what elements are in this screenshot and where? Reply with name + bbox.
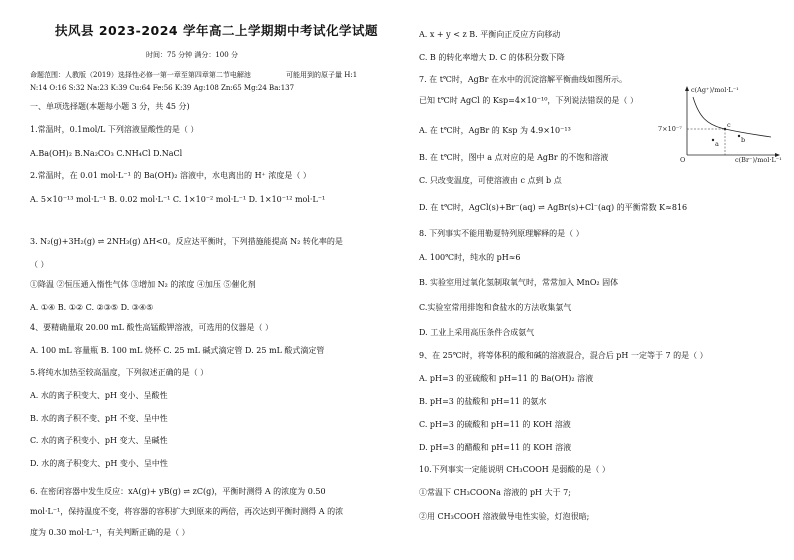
question-line: 2.常温时，在 0.01 mol·L⁻¹ 的 Ba(OH)₂ 溶液中，水电离出的 H⁺ 浓度是（ ） bbox=[30, 171, 311, 180]
equilibrium-curve bbox=[693, 97, 771, 137]
question-line: C. 水的离子积变小、pH 变大、呈碱性 bbox=[30, 436, 168, 445]
point-label: a bbox=[715, 140, 719, 148]
point-b bbox=[738, 135, 740, 137]
question-line: 9、在 25℃时，将等体积的酸和碱的溶液混合，混合后 pH 一定等于 7 的是（ ） bbox=[419, 351, 708, 360]
origin-label: O bbox=[680, 156, 686, 164]
question-line: C.实验室常用排饱和食盐水的方法收集氯气 bbox=[419, 303, 572, 312]
question-line: 5.将纯水加热至较高温度，下列叙述正确的是（ ） bbox=[30, 368, 209, 377]
solubility-curve-graph bbox=[658, 83, 789, 164]
atomic-masses: N:14 O:16 S:32 Na:23 K:39 Cu:64 Fe:56 K:39 Ag:108 Zn:65 Mg:24 Ba:137 bbox=[30, 84, 295, 92]
point-label: c bbox=[727, 121, 731, 129]
question-line: A. pH=3 的亚硫酸和 pH=11 的 Ba(OH)₂ 溶液 bbox=[419, 374, 594, 383]
section-heading: 一、单项选择题(本题每小题 3 分，共 45 分) bbox=[30, 102, 190, 111]
point-label: b bbox=[741, 136, 746, 144]
question-line: 10.下列事实一定能说明 CH₃COOH 是弱酸的是（ ） bbox=[419, 465, 610, 474]
question-line: D. 工业上采用高压条件合成氨气 bbox=[419, 328, 535, 337]
question-line: B. 水的离子积不变、pH 不变、呈中性 bbox=[30, 414, 168, 423]
question-line: 8. 下列事实不能用勒夏特列原理解释的是（ ） bbox=[419, 229, 584, 238]
question-line: 3. N₂(g)+3H₂(g) ⇌ 2NH₃(g) ΔH<0。反应达平衡时，下列措施能提高 N₂ 转化率的是 bbox=[30, 237, 343, 246]
page-title: 扶风县 2023-2024 学年高二上学期期中考试化学试题 bbox=[55, 23, 378, 38]
question-line: A. ①④ B. ①② C. ②③⑤ D. ③④⑤ bbox=[30, 303, 154, 312]
atomic-label: 可能用到的原子量 H:1 bbox=[286, 71, 358, 79]
question-line: A. x + y < z B. 平衡向正反应方向移动 bbox=[419, 30, 561, 39]
question-line: D. 在 t℃时，AgCl(s)+Br⁻(aq) ⇌ AgBr(s)+Cl⁻(aq) 的平衡常数 K≈816 bbox=[419, 203, 688, 212]
question-line: 6. 在密闭容器中发生反应：xA(g)+ yB(g) ⇌ zC(g)，平衡时测得 A 的浓度为 0.50 bbox=[30, 487, 326, 496]
question-line: B. 在 t℃时，图中 a 点对应的是 AgBr 的不饱和溶液 bbox=[419, 153, 609, 162]
question-line: A.Ba(OH)₂ B.Na₂CO₃ C.NH₄Cl D.NaCl bbox=[30, 149, 183, 158]
question-line: ①常温下 CH₃COONa 溶液的 pH 大于 7; bbox=[419, 488, 571, 497]
y-axis-arrow bbox=[685, 86, 689, 91]
point-a bbox=[712, 139, 714, 141]
point-c bbox=[724, 128, 726, 130]
exam-scope: 命题范围：人教版（2019）选择性必修一第一章至第四章第二节电解池 bbox=[30, 71, 251, 79]
question-line: （ ） bbox=[30, 260, 49, 269]
question-line: ①降温 ②恒压通入惰性气体 ③增加 N₂ 的浓度 ④加压 ⑤催化剂 bbox=[30, 280, 256, 289]
question-line: A. 100 mL 容量瓶 B. 100 mL 烧杯 C. 25 mL 碱式滴定管 D. 25 mL 酸式滴定管 bbox=[30, 346, 325, 355]
y-axis-label: c(Ag⁺)/mol·L⁻¹ bbox=[691, 86, 739, 94]
exam-meta: 时间：75 分钟 满分：100 分 bbox=[146, 51, 238, 59]
question-line: B. pH=3 的盐酸和 pH=11 的氨水 bbox=[419, 397, 547, 406]
question-line: C. 只改变温度，可使溶液由 c 点到 b 点 bbox=[419, 176, 562, 185]
question-line: 度为 0.30 mol·L⁻¹，有关判断正确的是（ ） bbox=[30, 528, 190, 537]
question-line: A. 100℃时，纯水的 pH≈6 bbox=[419, 253, 521, 262]
question-line: D. pH=3 的醋酸和 pH=11 的 KOH 溶液 bbox=[419, 443, 572, 452]
question-line: A. 水的离子积变大、pH 变小、呈酸性 bbox=[30, 391, 168, 400]
question-line: C. B 的转化率增大 D. C 的体积分数下降 bbox=[419, 53, 565, 62]
question-line: A. 在 t℃时，AgBr 的 Ksp 为 4.9×10⁻¹³ bbox=[419, 126, 571, 135]
tick-label: 7×10⁻⁷ bbox=[658, 125, 682, 133]
question-line: 7. 在 t℃时，AgBr 在水中的沉淀溶解平衡曲线如图所示。 bbox=[419, 75, 628, 84]
question-line: C. pH=3 的硫酸和 pH=11 的 KOH 溶液 bbox=[419, 420, 571, 429]
question-line: ②用 CH₃COOH 溶液做导电性实验，灯泡很暗; bbox=[419, 512, 590, 521]
question-line: A. 5×10⁻¹³ mol·L⁻¹ B. 0.02 mol·L⁻¹ C. 1×10⁻² mol·L⁻¹ D. 1×10⁻¹² mol·L⁻¹ bbox=[30, 195, 326, 204]
question-line: D. 水的离子积变大、pH 变小、呈中性 bbox=[30, 459, 168, 468]
question-line: B. 实验室用过氧化氢制取氧气时，常常加入 MnO₂ 固体 bbox=[419, 278, 619, 287]
question-line: 1.常温时，0.1mol/L 下列溶液显酸性的是（ ） bbox=[30, 125, 199, 134]
x-axis-label: c(Br⁻)/mol·L⁻¹ bbox=[735, 156, 782, 164]
question-line: 已知 t℃时 AgCl 的 Ksp=4×10⁻¹⁰，下列说法错误的是（ ） bbox=[419, 96, 638, 105]
question-line: 4、要精确量取 20.00 mL 酸性高锰酸钾溶液，可选用的仪器是（ ） bbox=[30, 323, 274, 332]
question-line: mol·L⁻¹，保持温度不变，将容器的容积扩大到原来的两倍，再次达到平衡时测得 A 的浓 bbox=[30, 507, 344, 516]
